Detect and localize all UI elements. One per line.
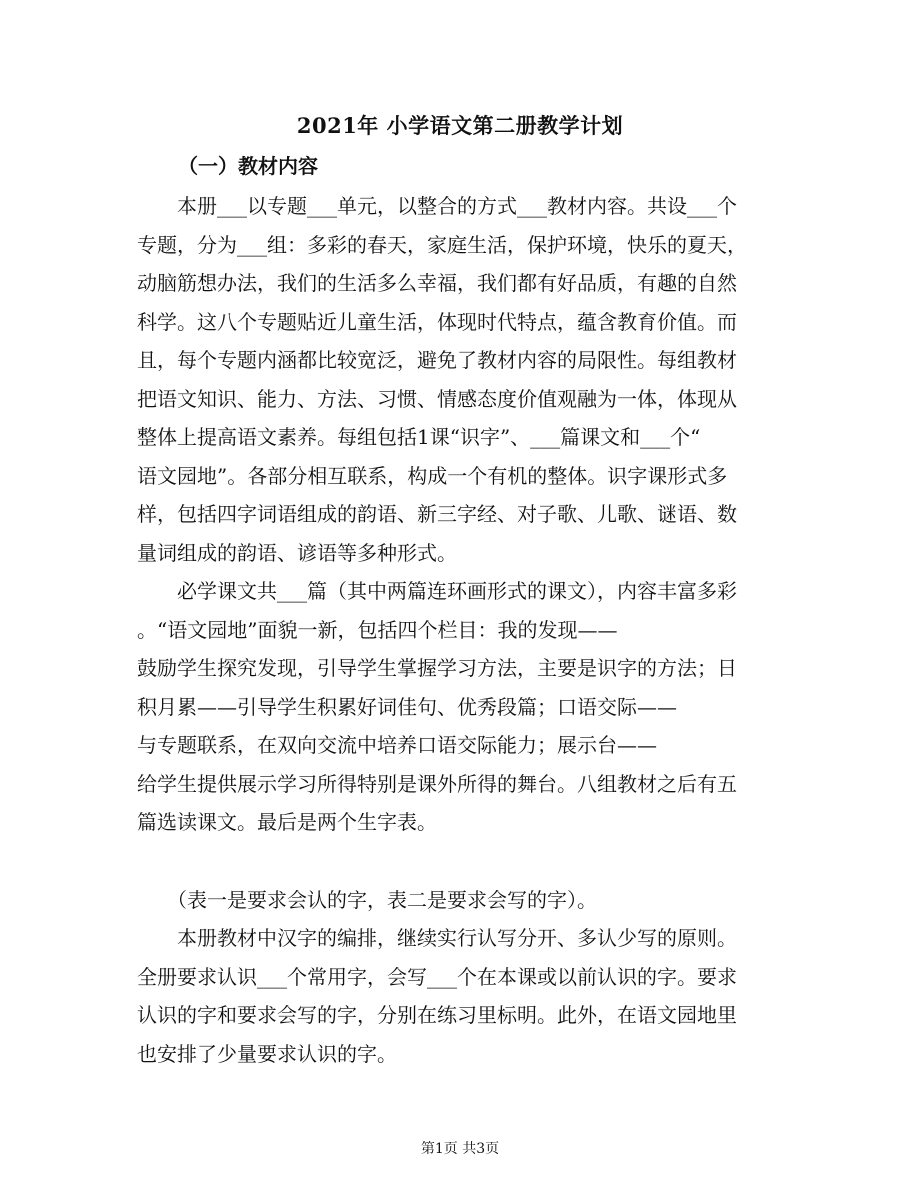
document-title: 2021年 小学语文第二册教学计划 [296, 113, 624, 138]
paragraph-character-arrangement: 本册教材中汉字的编排，继续实行认写分开、多认少写的原则。 全册要求认识___个常用字，会写___个在本课或以前认识的字。要求 认识的字和要求会写的字，分别在练习里标明。此外，在语文园地里 也安排了少量要求认识的字。 [137, 926, 737, 1066]
section-heading: （一）教材内容 [178, 154, 318, 178]
paragraph-textbook-overview: 本册___以专题___单元，以整合的方式___教材内容。共设___个 专题，分为___组：多彩的春天，家庭生活，保护环境，快乐的夏天， 动脑筋想办法，我们的生活多么幸福，我们都有好品质，有趣的自然 科学。这八个专题贴近儿童生活，体现时代特点，蕴含教育价值。而 且，每个专题内涵都比较宽泛，避免了教材内容的局限性。每组教材 把语文知识、能力、方法、习惯、情感态度价值观融为一体，体现从 整体上提高语文素养。每组包括1课“识字”、___篇课文和___个“ 语文园地”。各部分相互联系，构成一个有机的整体。识字课形式多 样，包括四字词语组成的韵语、新三字经、对子歌、儿歌、谜语、数 量词组成的韵语、谚语等多种形式。 [137, 194, 747, 565]
paragraph-required-texts: 必学课文共___篇（其中两篇连环画形式的课文），内容丰富多彩 。“语文园地”面貌一新，包括四个栏目：我的发现—— 鼓励学生探究发现，引导学生掌握学习方法，主要是识字的方法；日 积月累——引导学生积累好词佳句、优秀段篇；口语交际—— 与专题联系，在双向交流中培养口语交际能力；展示台—— 给学生提供展示学习所得特别是课外所得的舞台。八组教材之后有五 篇选读课文。最后是两个生字表。 [137, 579, 737, 834]
page-footer: 第1页 共3页 [420, 1141, 500, 1157]
paragraph-table-note: （表一是要求会认的字，表二是要求会写的字）。 [137, 888, 597, 912]
